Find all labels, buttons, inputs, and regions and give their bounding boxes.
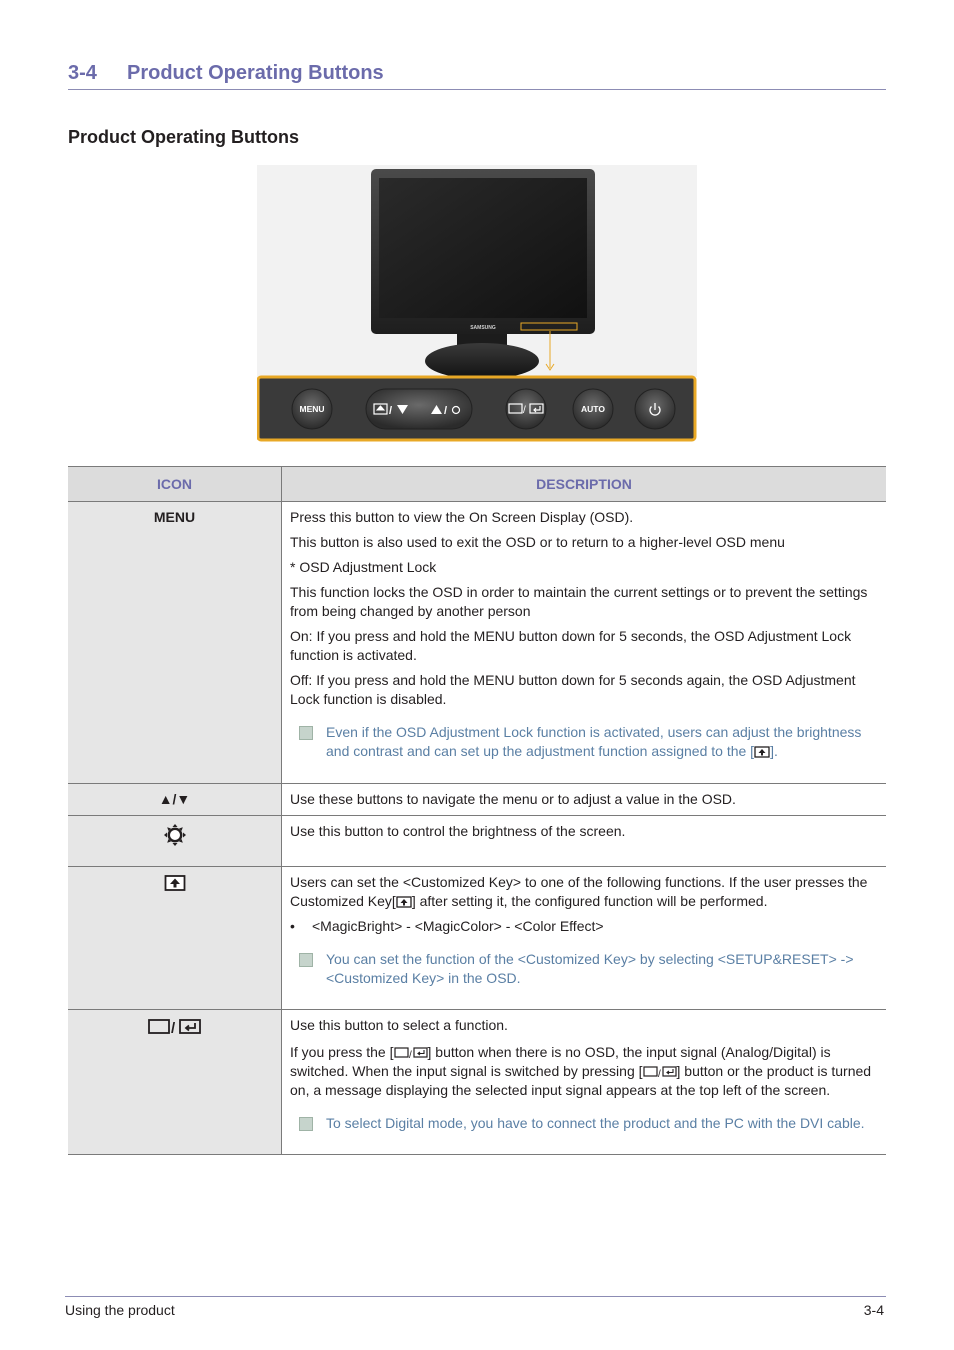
customized-key-text-b: ] after setting it, the configured function will be performed.: [411, 893, 768, 909]
source-enter-icon: [147, 1017, 203, 1037]
stand-base: [425, 343, 539, 379]
customized-key-icon: [754, 745, 770, 759]
desc-cell-brightness: [282, 816, 887, 867]
desc-cell-customized-key: [282, 867, 887, 1010]
note-text-end: ].: [770, 743, 778, 759]
menu-paragraph: This button is also used to exit the OSD or to return to a higher-level OSD menu: [290, 534, 785, 550]
svg-text:/: /: [389, 405, 393, 417]
icon-cell-source-enter: [68, 1010, 282, 1155]
table-row-brightness: [68, 816, 886, 867]
brand-label: SAMSUNG: [470, 325, 496, 331]
note-text: You can set the function of the <Customized Key> by selecting <SETUP&RESET> -> <Customized Key> in the OSD.: [326, 951, 854, 986]
svg-text:/: /: [170, 1020, 175, 1037]
menu-button-label: MENU: [299, 404, 325, 414]
source-text-a: If you press the [: [290, 1044, 394, 1060]
section-header: [68, 62, 886, 90]
customized-key-text-a: Users can set the <Customized Key> to one of the following functions. If the user presses the Customized Key[: [290, 874, 868, 909]
note-icon: [299, 953, 313, 967]
svg-text:/: /: [444, 405, 448, 417]
note-source-enter: [290, 1114, 878, 1133]
table-row-source-enter: [68, 1010, 886, 1155]
buttons-table: [68, 466, 886, 1155]
brightness-text: Use this button to control the brightness of the screen.: [290, 823, 626, 839]
arrows-text: Use these buttons to navigate the menu or to adjust a value in the OSD.: [290, 791, 736, 807]
source-enter-text: Use this button to select a function.: [290, 1017, 508, 1033]
table-row-customized-key: [68, 867, 886, 1010]
icon-cell-arrows: ▲/▼: [68, 784, 282, 816]
icon-cell-customized-key: [68, 867, 282, 1010]
bullet-text: <MagicBright> - <MagicColor> - <Color Effect>: [312, 918, 604, 934]
svg-text:/: /: [657, 1069, 661, 1080]
section-number: 3-4: [68, 62, 97, 84]
svg-text:/: /: [408, 1050, 412, 1061]
source-text-c: ] button or the product is turned on, a message displaying the selected input signal appears at the top left of the screen.: [290, 1063, 872, 1098]
customized-key-paragraph: [290, 873, 878, 911]
icon-cell-brightness: [68, 816, 282, 867]
svg-text:/: /: [523, 405, 526, 416]
table-row-menu: [68, 502, 886, 784]
description-column-header: DESCRIPTION: [282, 467, 887, 502]
menu-paragraph: Press this button to view the On Screen Display (OSD).: [290, 509, 634, 525]
menu-paragraph: * OSD Adjustment Lock: [290, 559, 437, 575]
monitor-screen: [379, 178, 587, 318]
subheading: Product Operating Buttons: [68, 127, 299, 147]
list-item: [290, 917, 878, 936]
source-enter-icon: [394, 1046, 428, 1060]
icon-cell-menu: MENU: [68, 502, 282, 784]
desc-cell-source-enter: [282, 1010, 887, 1155]
bullet-dot: •: [290, 918, 295, 934]
menu-paragraph: Off: If you press and hold the MENU button down for 5 seconds again, the OSD Adjustment Lock function is disabled.: [290, 672, 856, 707]
footer-chapter: Using the product: [65, 1302, 175, 1318]
source-enter-paragraph: [290, 1043, 878, 1100]
table-header-row: [68, 467, 886, 502]
note-menu: [290, 723, 878, 761]
note-text: Even if the OSD Adjustment Lock function is activated, users can adjust the brightness and contrast and can set up the adjustment function assigned to the [: [326, 724, 862, 759]
menu-paragraph: This function locks the OSD in order to maintain the current settings or to prevent the settings from being changed by another person: [290, 584, 868, 619]
page-number: 3-4: [863, 1302, 884, 1318]
customized-key-icon: [164, 874, 186, 892]
note-icon: [299, 1117, 313, 1131]
icon-column-header: ICON: [68, 467, 282, 502]
brightness-icon: [163, 823, 187, 847]
page-footer: [65, 1296, 886, 1321]
note-text: To select Digital mode, you have to connect the product and the PC with the DVI cable.: [326, 1115, 865, 1131]
auto-button-label: AUTO: [581, 404, 605, 414]
note-icon: [299, 726, 313, 740]
customized-key-icon: [396, 895, 412, 909]
note-customized-key: [290, 950, 878, 988]
source-text-b: ] button when there is no OSD, the input signal (Analog/Digital) is switched. When the input signal is switched by pressing [: [290, 1044, 831, 1079]
menu-paragraph: On: If you press and hold the MENU button down for 5 seconds, the OSD Adjustment Lock function is activated.: [290, 628, 852, 663]
source-enter-icon: [643, 1065, 677, 1079]
section-title: Product Operating Buttons: [127, 62, 384, 84]
table-row-arrows: [68, 784, 886, 816]
monitor-figure: [257, 165, 697, 443]
desc-cell-menu: [282, 502, 887, 784]
desc-cell-arrows: [282, 784, 887, 816]
